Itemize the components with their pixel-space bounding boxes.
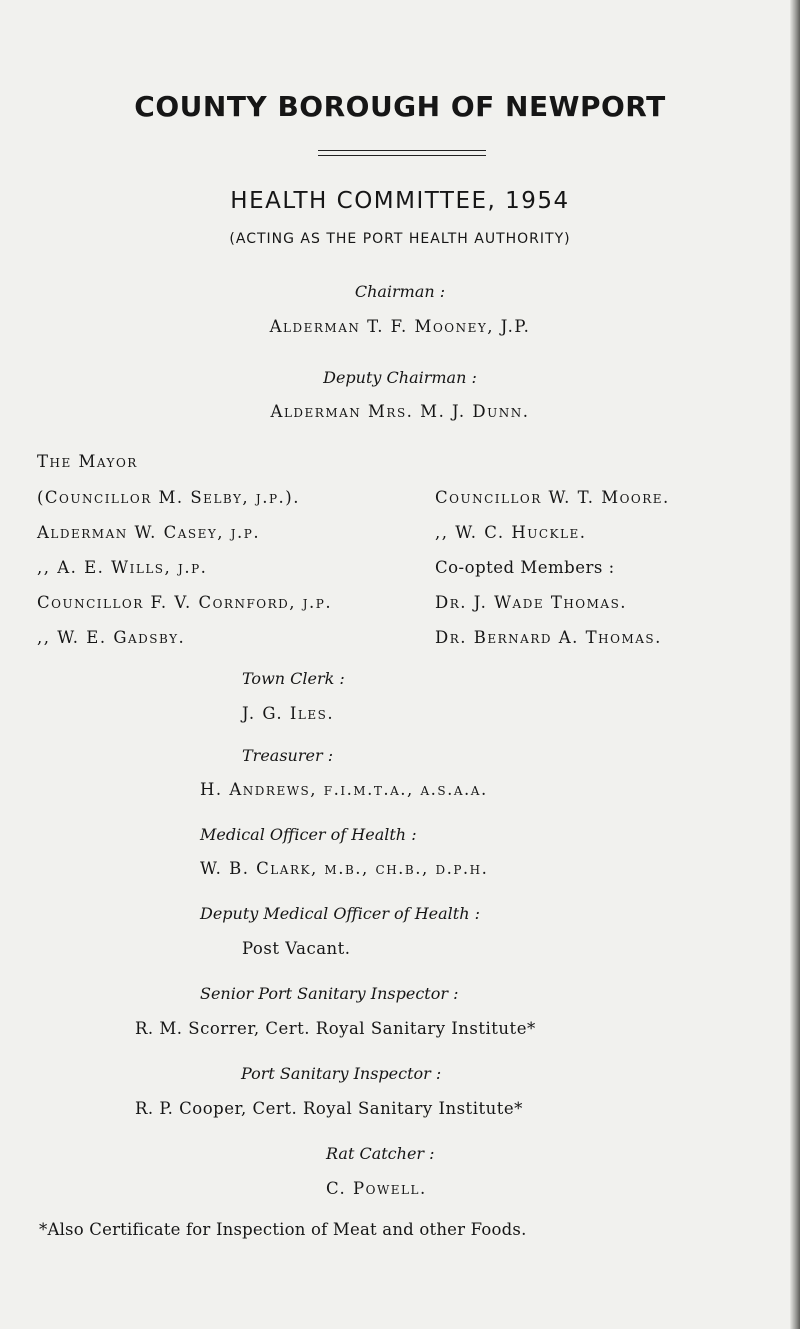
member-left: The Mayor — [37, 452, 138, 471]
committee-heading: HEALTH COMMITTEE, 1954 — [230, 188, 570, 214]
deputy-chairman-name: Alderman Mrs. M. J. Dunn. — [270, 402, 530, 421]
officer-name: J. G. Iles. — [242, 704, 335, 723]
member-left: ,, W. E. Gadsby. — [37, 628, 186, 647]
officer-label: Port Sanitary Inspector : — [241, 1064, 442, 1083]
committee-subtitle: (ACTING AS THE PORT HEALTH AUTHORITY) — [229, 231, 571, 247]
deputy-chairman-label: Deputy Chairman : — [323, 368, 477, 387]
title-rule-bottom — [318, 155, 486, 156]
officer-label: Deputy Medical Officer of Health : — [200, 904, 480, 923]
title-rule-top — [318, 150, 486, 151]
member-left: ,, A. E. Wills, j.p. — [37, 558, 208, 577]
member-left: (Councillor M. Selby, j.p.). — [37, 488, 300, 507]
officer-name: H. Andrews, f.i.m.t.a., a.s.a.a. — [200, 780, 488, 799]
chairman-name: Alderman T. F. Mooney, J.P. — [269, 317, 531, 336]
member-left: Alderman W. Casey, j.p. — [37, 523, 261, 542]
page-title: COUNTY BOROUGH OF NEWPORT — [134, 90, 666, 123]
officer-name: R. P. Cooper, Cert. Royal Sanitary Institute* — [135, 1099, 523, 1118]
member-left: Councillor F. V. Cornford, j.p. — [37, 593, 333, 612]
member-right: ,, W. C. Huckle. — [435, 523, 587, 542]
officer-name: R. M. Scorrer, Cert. Royal Sanitary Institute* — [135, 1019, 536, 1038]
officer-label: Rat Catcher : — [326, 1144, 435, 1163]
officer-name: W. B. Clark, m.b., ch.b., d.p.h. — [200, 859, 489, 878]
officer-name: Post Vacant. — [242, 939, 351, 958]
member-right: Dr. Bernard A. Thomas. — [435, 628, 662, 647]
officer-label: Town Clerk : — [242, 669, 345, 688]
co-opted-members-label: Co-opted Members : — [435, 558, 615, 577]
footnote: *Also Certificate for Inspection of Meat and other Foods. — [39, 1220, 527, 1239]
member-right: Dr. J. Wade Thomas. — [435, 593, 628, 612]
chairman-label: Chairman : — [354, 282, 446, 301]
member-right: Councillor W. T. Moore. — [435, 488, 670, 507]
officer-label: Senior Port Sanitary Inspector : — [200, 984, 459, 1003]
officer-label: Medical Officer of Health : — [200, 825, 417, 844]
officer-name: C. Powell. — [326, 1179, 427, 1198]
officer-label: Treasurer : — [242, 746, 334, 765]
